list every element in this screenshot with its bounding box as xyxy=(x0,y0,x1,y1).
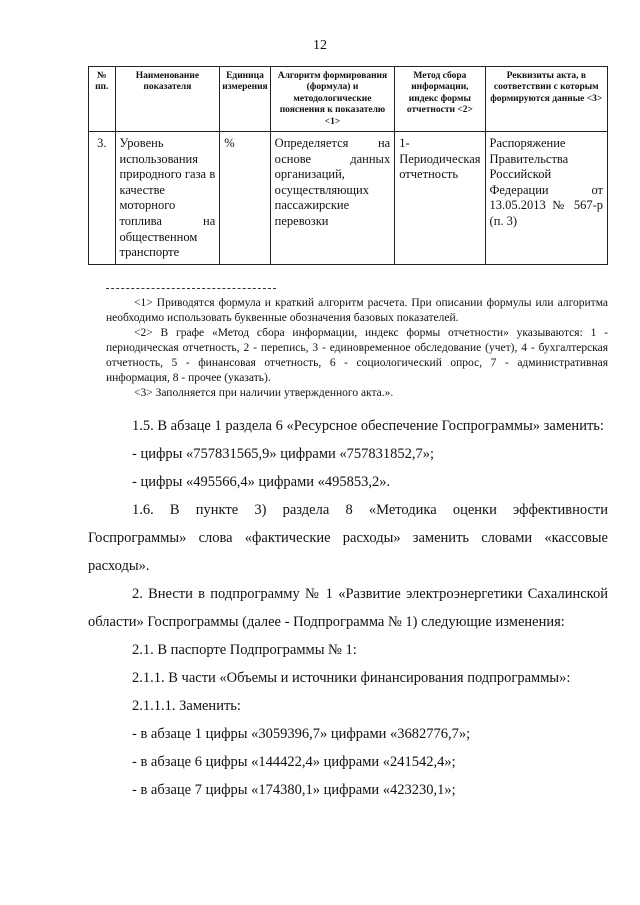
footnote-3: <3> Заполняется при наличии утвержденного акта.». xyxy=(134,387,394,399)
header-algorithm: Алгоритм формирования (формула) и методологические пояснения к показателю <1> xyxy=(270,67,395,132)
footnote-separator xyxy=(106,288,276,289)
table-row xyxy=(89,131,608,264)
list-item: - в абзаце 1 цифры «3059396,7» цифрами «3682776,7»; xyxy=(132,726,471,742)
paragraph-2-1: 2.1. В паспорте Подпрограммы № 1: xyxy=(132,642,357,658)
header-collection-method: Метод сбора информации, индекс формы отчетности <2> xyxy=(395,67,485,132)
footnotes xyxy=(106,296,608,401)
cell-act-details: Распоряжение Правительства Российской Федерации от 13.05.2013 № 567-р (п. 3) xyxy=(485,131,607,264)
list-item: - цифры «757831565,9» цифрами «757831852,7»; xyxy=(132,446,435,462)
header-act-details: Реквизиты акта, в соответствии с которым формируются данные <3> xyxy=(485,67,607,132)
list-item: - в абзаце 7 цифры «174380,1» цифрами «423230,1»; xyxy=(132,782,456,798)
paragraph-1-6: 1.6. В пункте 3) раздела 8 «Методика оценки эффективности Госпрограммы» слова «фактические расходы» заменить словами «кассовые расходы». xyxy=(88,502,608,574)
paragraph-2-1-1-1: 2.1.1.1. Заменить: xyxy=(132,698,241,714)
table-header-row xyxy=(89,67,608,132)
list-item: - цифры «495566,4» цифрами «495853,2». xyxy=(132,474,391,490)
footnote-2: <2> В графе «Метод сбора информации, индекс формы отчетности» указываются: 1 - периодическая отчетность, 2 - перепись, 3 - единовременное обследование (учет), 4 - бухгалтерская отчетность, 5 - финансовая отчетность, 6 - социологический опрос, 7 - административная информация, 8 - прочее (указать). xyxy=(106,327,608,384)
header-unit: Единица измерения xyxy=(220,67,270,132)
paragraph-1-5: 1.5. В абзаце 1 раздела 6 «Ресурсное обеспечение Госпрограммы» заменить: xyxy=(132,418,604,434)
indicators-table xyxy=(88,66,608,265)
cell-algorithm: Определяется на основе данных организаций, осуществляющих пассажирские перевозки xyxy=(270,131,395,264)
page-number: 12 xyxy=(313,38,327,53)
paragraph-2: 2. Внести в подпрограмму № 1 «Развитие электроэнергетики Сахалинской области» Госпрограммы (далее - Подпрограмма № 1) следующие изменения: xyxy=(88,586,608,630)
header-indicator-name: Наименование показателя xyxy=(115,67,220,132)
header-number: № пп. xyxy=(89,67,116,132)
body-text xyxy=(88,412,608,804)
cell-number: 3. xyxy=(89,131,116,264)
cell-indicator-name: Уровень использования природного газа в качестве моторного топлива на общественном транспорте xyxy=(115,131,220,264)
list-item: - в абзаце 6 цифры «144422,4» цифрами «241542,4»; xyxy=(132,754,456,770)
cell-collection-method: 1- Периодическая отчетность xyxy=(395,131,485,264)
cell-unit: % xyxy=(220,131,270,264)
paragraph-2-1-1: 2.1.1. В части «Объемы и источники финансирования подпрограммы»: xyxy=(132,670,571,686)
footnote-1: <1> Приводятся формула и краткий алгоритм расчета. При описании формулы или алгоритма необходимо использовать буквенные обозначения базовых показателей. xyxy=(106,297,608,324)
